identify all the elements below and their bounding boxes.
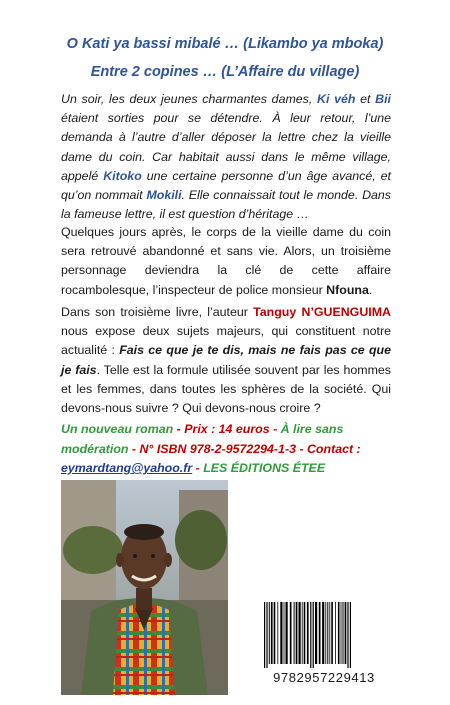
isbn-barcode (258, 600, 390, 690)
price: Prix : 14 euros (184, 422, 270, 436)
novel-label: Un nouveau roman (61, 422, 174, 436)
publisher: LES ÉDITIONS ÉTEE (203, 461, 326, 475)
character-name: Mokili (146, 188, 182, 203)
author-photo (61, 480, 228, 695)
book-info-block: Un nouveau roman - Prix : 14 euros - À lire sans modération - N° ISBN 978-2-9572294-1-3 - Contact : eymardtang@yahoo.fr - LES ÉDITIONS ÉTEE (61, 422, 361, 475)
contact-email[interactable]: eymardtang@yahoo.fr (61, 461, 193, 475)
inspector-name: Nfouna (326, 282, 369, 297)
key-quote: Fais ce que je te dis, mais ne fais pas ce que je fais (61, 343, 391, 377)
character-name: Ki véh (317, 92, 356, 106)
character-name: Bii (375, 92, 391, 106)
village-name: Kitoko (103, 168, 142, 183)
read-tagline: À lire sans modération (61, 422, 344, 456)
barcode-number: 9782957229413 (273, 670, 375, 685)
synopsis-paragraph-1: Un soir, les deux jeunes charmantes dames, Ki véh et Bii étaient sorties pour se détendre. À leur retour, l’une demanda à l’autre d’aller déposer la lettre chez la vieille dame du coin. Car habitait aussi dans le même village, appelé Kitoko une certaine personne d’un âge avancé, et qu’on nommait Mokili. Elle connaissait tout le monde. Dans la fameuse lettre, il est question d’héritage … (61, 92, 391, 222)
barcode-bars (258, 600, 390, 670)
title-french: Entre 2 copines … (L’Affaire du village) (90, 64, 360, 80)
title-lingala: O Kati ya bassi mibalé … (Likambo ya mboka) (66, 36, 384, 52)
author-name: Tanguy N’GUENGUIMA (253, 305, 391, 319)
isbn: N° ISBN 978-2-9572294-1-3 (139, 441, 296, 456)
synopsis-paragraph-3: Dans son troisième livre, l’auteur Tanguy N’GUENGUIMA nous expose deux sujets majeurs, qui constituent notre actualité : Fais ce que je te dis, mais ne fais pas ce que je fais. Telle est la formule utilisée souvent par les hommes et les femmes, dans toutes les sphères de la société. Qui devons-nous suivre ? Qui devons-nous croire ? (61, 305, 391, 416)
synopsis-paragraph-2: Quelques jours après, le corps de la vieille dame du coin sera retrouvé abandonné et sans vie. Alors, un troisième personnage deviendra la clé de cette affaire rocambolesque, l’inspecteur de police monsieur Nfouna. (61, 225, 391, 297)
contact-label: Contact : (306, 441, 361, 456)
